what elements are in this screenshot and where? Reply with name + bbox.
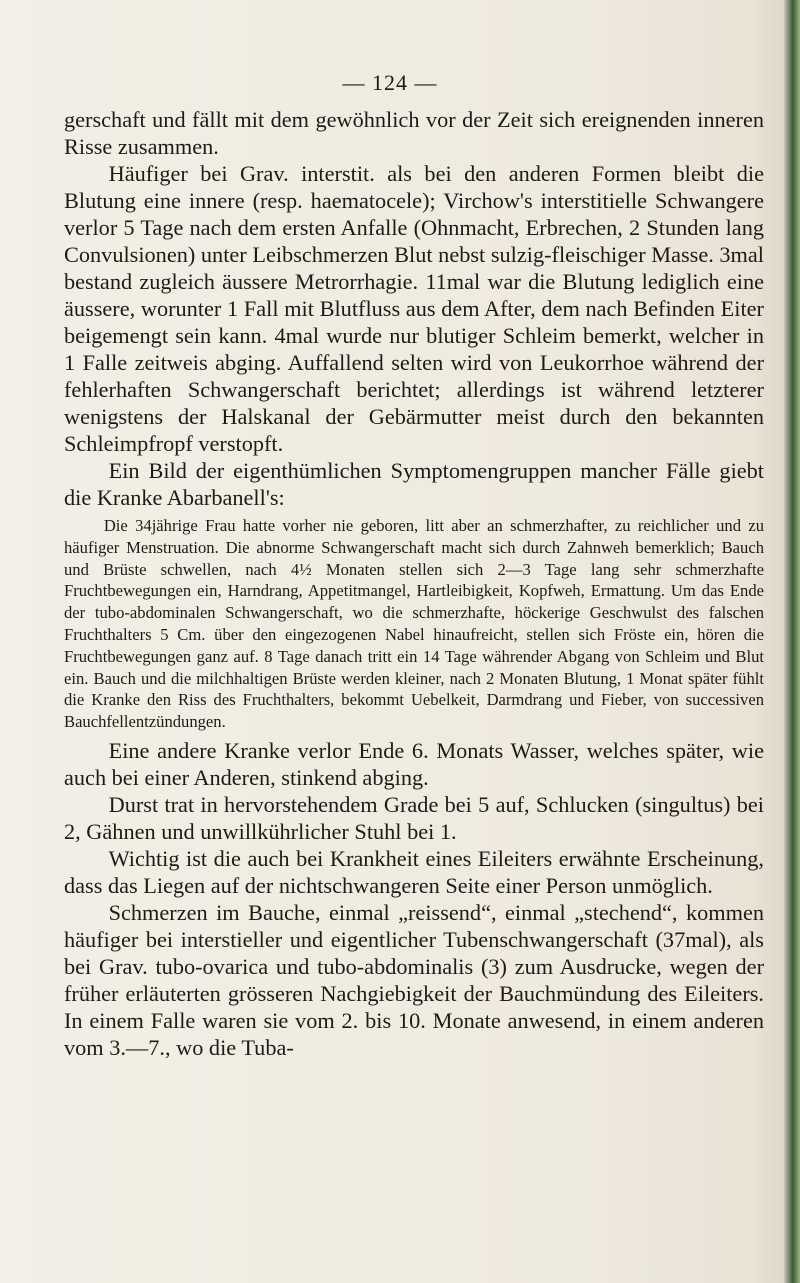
paragraph: Häufiger bei Grav. interstit. als bei den anderen Formen bleibt die Blutung eine innere (resp. haematocele); Virchow's interstitielle Schwangere verlor 5 Tage nach dem ersten Anfalle (Ohnmacht, Erbrechen, 2 Stunden lang Convulsionen) unter Leibschmerzen Blut nebst sulzig-fleischiger Masse. 3mal bestand zugleich äussere Metrorrhagie. 11mal war die Blutung lediglich eine äussere, worunter 1 Fall mit Blutfluss aus dem After, dem nach Befinden Eiter beigemengt sein kann. 4mal wurde nur blutiger Schleim bemerkt, welcher in 1 Falle zeitweis abging. Auffallend selten wird von Leukorrhoe während der fehlerhaften Schwangerschaft berichtet; allerdings ist während letzterer wenigstens der Halskanal der Gebärmutter meist durch den bekannten Schleimpfropf verstopft. bbox=[64, 161, 764, 456]
paragraph: gerschaft und fällt mit dem gewöhnlich vor der Zeit sich ereignenden inneren Risse zusammen. bbox=[64, 107, 764, 159]
case-report-block bbox=[64, 515, 764, 733]
paragraph: Wichtig ist die auch bei Krankheit eines Eileiters erwähnte Erscheinung, dass das Liegen auf der nichtschwangeren Seite einer Person unmöglich. bbox=[64, 845, 764, 898]
page-number: — 124 — bbox=[342, 70, 438, 95]
body-bottom bbox=[64, 737, 764, 1061]
page-text-body bbox=[64, 106, 764, 1061]
paragraph: Durst trat in hervorstehendem Grade bei 5 auf, Schlucken (singultus) bei 2, Gähnen und unwillkührlicher Stuhl bei 1. bbox=[64, 791, 764, 844]
paragraph: Schmerzen im Bauche, einmal „reissend“, einmal „stechend“, kommen häufiger bei interstieller und eigentlicher Tubenschwangerschaft (37mal), als bei Grav. tubo-ovarica und tubo-abdominalis (3) zum Ausdrucke, wegen der früher erläuterten grösseren Nachgiebigkeit der Bauchmündung des Eileiters. In einem Falle waren sie vom 2. bis 10. Monate anwesend, in einem anderen vom 3.—7., wo die Tuba- bbox=[64, 899, 764, 1060]
body-top bbox=[64, 106, 764, 511]
paragraph: Eine andere Kranke verlor Ende 6. Monats Wasser, welches später, wie auch bei einer Anderen, stinkend abging. bbox=[64, 737, 764, 790]
paragraph: Ein Bild der eigenthümlichen Symptomengruppen mancher Fälle giebt die Kranke Abarbanell's: bbox=[64, 458, 764, 510]
page-edge-binding bbox=[784, 0, 800, 1283]
case-report-text: Die 34jährige Frau hatte vorher nie geboren, litt aber an schmerzhafter, zu reichlicher und zu häufiger Menstruation. Die abnorme Schwangerschaft macht sich durch Zahnweh bemerklich; Bauch und Brüste schwellen, nach 4½ Monaten stellen sich 2—3 Tage lang sehr schmerzhafte Fruchtbewegungen ein, Harndrang, Appetitmangel, Hartleibigkeit, Kopfweh, Ermattung. Um das Ende der tubo-abdominalen Schwangerschaft, wo die schmerzhafte, höckerige Geschwulst des falschen Fruchthalters 5 Cm. über den eingezogenen Nabel hinaufreicht, stellen sich Fröste ein, hören die Fruchtbewegungen ganz auf. 8 Tage danach tritt ein 14 Tage währender Abgang von Schleim und Blut ein. Bauch und die milchhaltigen Brüste werden kleiner, nach 2 Monaten Blutung, 1 Monat später fühlt die Kranke den Riss des Fruchthalters, bekommt Uebelkeit, Darmdrang und Fieber, von successiven Bauchfellentzündungen. bbox=[64, 516, 764, 732]
